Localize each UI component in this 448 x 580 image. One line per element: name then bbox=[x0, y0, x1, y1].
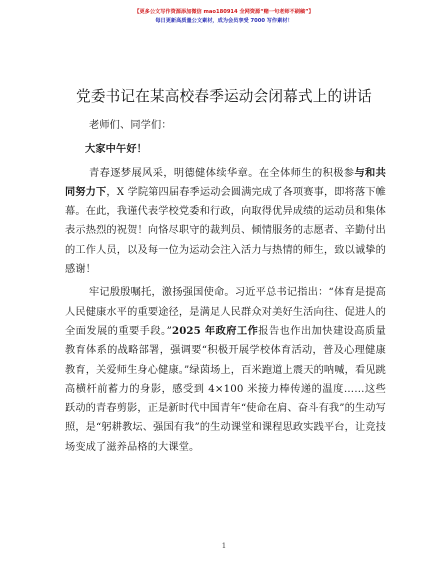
promo-banner-line-2: 每日更新高质量公文素材，成为会员享受 7000 写作素材！ bbox=[155, 18, 293, 24]
document-body bbox=[65, 112, 386, 461]
paragraph-text: 报告也作出加快建设高质量教育体系的战略部署，强调要“积极开展学校体育活动，普及心理健康教育，关爱师生身心健康。”绿茵场上，百米跑道上震天的呐喊，看见跳高横杆前蓄力的身影，感受到 4×100 米接力棒传递的温度……这些跃动的青春剪影，正是新时代中国青年“使命在肩、奋斗有我”的生动写照，是“躬耕教坛、强国有我”的生动课堂和课程思政实践平台，让竞技场变成了滋养品格的大课堂。 bbox=[65, 325, 386, 453]
greeting: 大家中午好！ bbox=[85, 143, 148, 156]
promo-banner bbox=[0, 8, 448, 26]
paragraph-bold-text: 与和共同努力下 bbox=[65, 166, 387, 198]
paragraph-text: 青春逐梦展风采，明德健体续华章。在全体师生的积极参 bbox=[89, 167, 355, 179]
document-title: 党委书记在某高校春季运动会闭幕式上的讲话 bbox=[76, 88, 372, 105]
paragraph-text: ，X 学院第四届春季运动会圆满完成了各项赛事，即将落下帷幕。在此，我谨代表学校党委和行政，向取得优异成绩的运动员和集体表示热烈的祝贺！向恪尽职守的裁判员、倾情服务的志愿者、辛勤付出的工作人员，以及每一位为运动会注入活力与热情的师生，致以诚挚的感谢！ bbox=[65, 186, 386, 276]
paragraph-bold-text: 2025 年政府工作 bbox=[171, 324, 259, 337]
promo-banner-line-1: 【更多公文写作资源添加微信 mao180914 全网资源“赌一句老师不刷稿”】 bbox=[134, 9, 314, 15]
body-paragraph-1 bbox=[65, 164, 386, 280]
body-paragraph-2 bbox=[65, 283, 386, 457]
page-number: 1 bbox=[221, 542, 227, 550]
salutation: 老师们、同学们： bbox=[89, 120, 172, 131]
paragraph-text: 牢记殷殷嘱托，激扬强国使命。习近平总书记指出：“体育是提高人民健康水平的重要途径，是满足人民群众对美好生活向往、促进人的全面发展的重要手段。” bbox=[65, 287, 386, 337]
